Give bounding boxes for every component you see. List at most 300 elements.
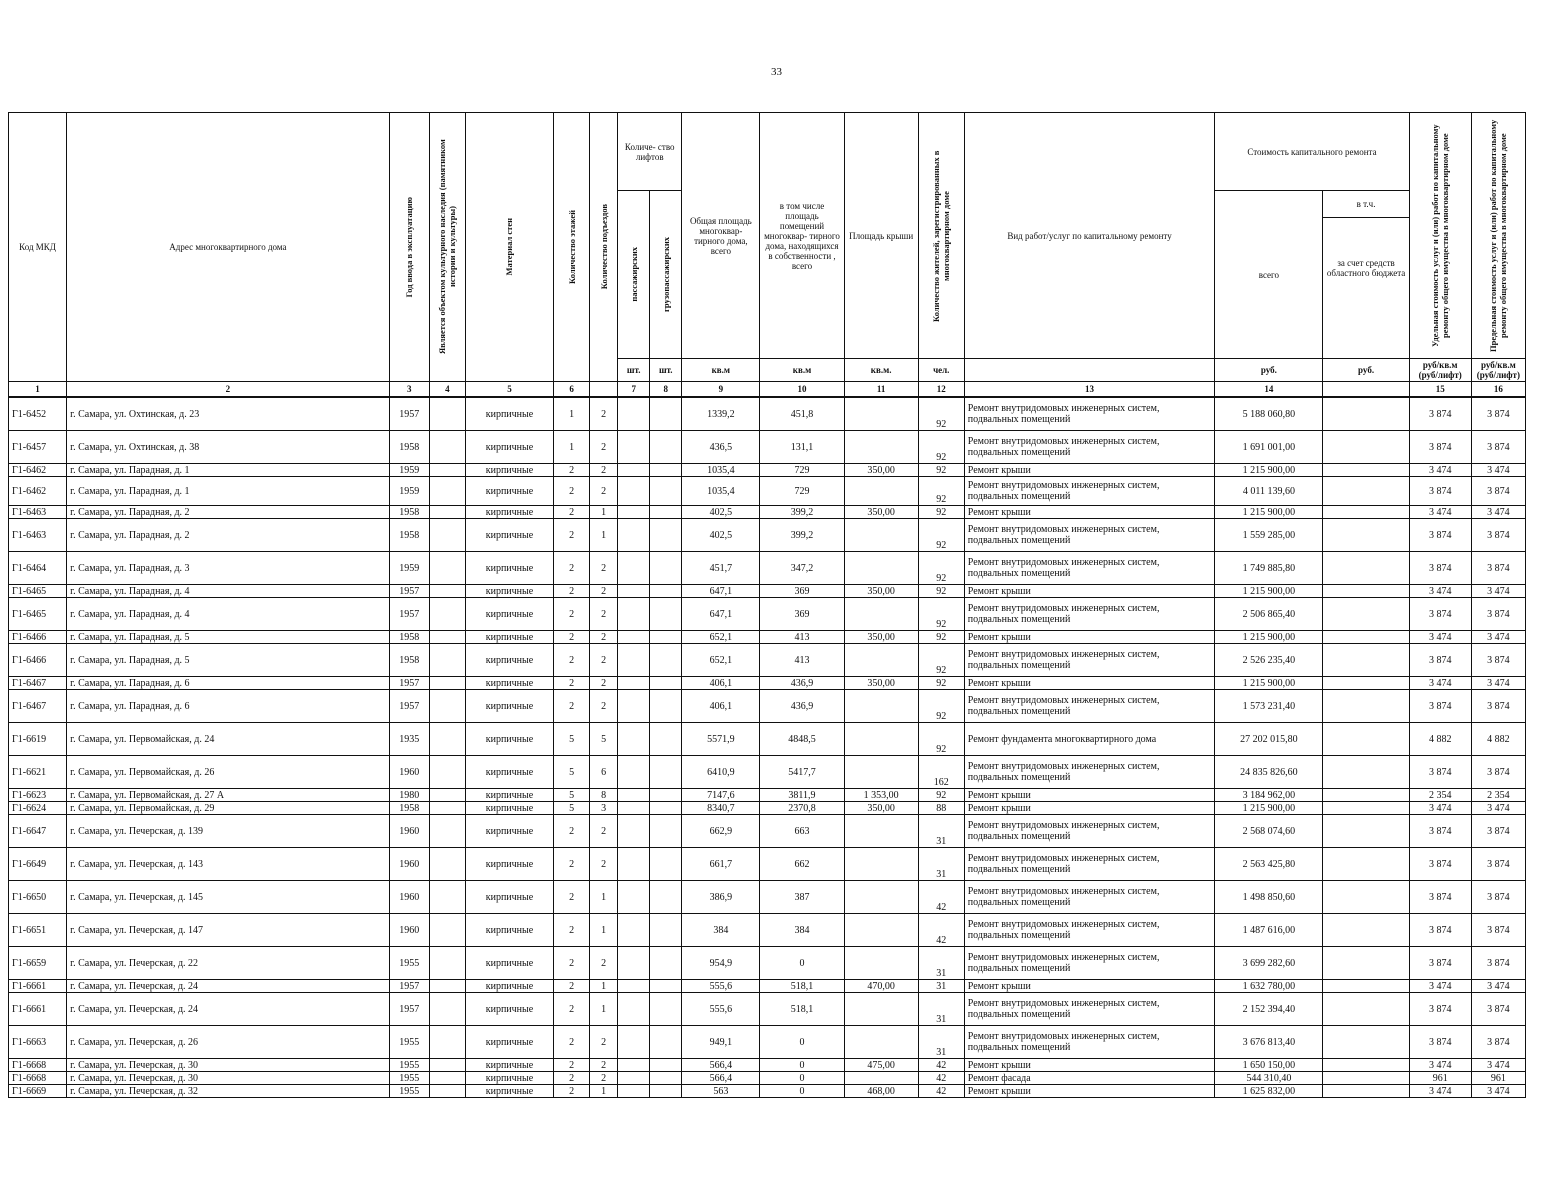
- cost-total-cell: 544 310,40: [1215, 1072, 1323, 1085]
- heritage-cell: [429, 815, 465, 848]
- table-row: [9, 1026, 1526, 1059]
- heritage-cell: [429, 802, 465, 815]
- col-number: 8: [650, 382, 682, 398]
- lifts-passenger-cell: [618, 1085, 650, 1098]
- heritage-cell: [429, 1072, 465, 1085]
- residents-cell: 92: [918, 397, 964, 431]
- unit-cost-cell: 3 874: [1409, 815, 1471, 848]
- year-cell: 1957: [389, 677, 429, 690]
- table-row: [9, 506, 1526, 519]
- lifts-passenger-cell: [618, 506, 650, 519]
- heritage-cell: [429, 881, 465, 914]
- address-cell: г. Самара, ул. Печерская, д. 24: [67, 980, 390, 993]
- limit-cost-cell: 3 474: [1471, 631, 1525, 644]
- floors-cell: 2: [554, 552, 590, 585]
- cost-regional-cell: [1323, 947, 1409, 980]
- table-row: [9, 914, 1526, 947]
- total-area-cell: 949,1: [682, 1026, 760, 1059]
- address-cell: г. Самара, ул. Печерская, д. 26: [67, 1026, 390, 1059]
- cost-total-cell: 24 835 826,60: [1215, 756, 1323, 789]
- year-cell: 1957: [389, 993, 429, 1026]
- floors-cell: 2: [554, 1085, 590, 1098]
- heritage-cell: [429, 644, 465, 677]
- lifts-passenger-cell: [618, 431, 650, 464]
- lifts-passenger-cell: [618, 397, 650, 431]
- cost-regional-cell: [1323, 1026, 1409, 1059]
- limit-cost-cell: 3 874: [1471, 552, 1525, 585]
- lifts-cargo-cell: [650, 789, 682, 802]
- heritage-cell: [429, 690, 465, 723]
- repair-register-table: [8, 112, 1526, 1098]
- address-cell: г. Самара, ул. Печерская, д. 30: [67, 1072, 390, 1085]
- unit-cost-cell: 3 474: [1409, 464, 1471, 477]
- entrances-cell: 2: [590, 1072, 618, 1085]
- heritage-cell: [429, 1026, 465, 1059]
- table-row: [9, 947, 1526, 980]
- owned-area-cell: 0: [760, 1059, 844, 1072]
- owned-area-cell: 4848,5: [760, 723, 844, 756]
- col-number: 11: [844, 382, 918, 398]
- roof-area-cell: [844, 519, 918, 552]
- table-row: [9, 644, 1526, 677]
- limit-cost-cell: 961: [1471, 1072, 1525, 1085]
- cost-total-cell: 27 202 015,80: [1215, 723, 1323, 756]
- wall-material-cell: кирпичные: [465, 756, 553, 789]
- work-type-cell: Ремонт крыши: [964, 677, 1214, 690]
- roof-area-cell: [844, 881, 918, 914]
- roof-area-cell: [844, 552, 918, 585]
- owned-area-cell: 3811,9: [760, 789, 844, 802]
- owned-area-cell: 663: [760, 815, 844, 848]
- total-area-cell: 1035,4: [682, 477, 760, 506]
- cost-regional-cell: [1323, 1072, 1409, 1085]
- wall-material-cell: кирпичные: [465, 1026, 553, 1059]
- total-area-cell: 661,7: [682, 848, 760, 881]
- total-area-cell: 563: [682, 1085, 760, 1098]
- limit-cost-cell: 3 474: [1471, 802, 1525, 815]
- col-number: 3: [389, 382, 429, 398]
- wall-material-cell: кирпичные: [465, 881, 553, 914]
- roof-area-cell: 350,00: [844, 677, 918, 690]
- year-cell: 1955: [389, 1026, 429, 1059]
- mkd-code-cell: Г1-6661: [9, 993, 67, 1026]
- table-row: [9, 756, 1526, 789]
- residents-cell: 31: [918, 1026, 964, 1059]
- lifts-cargo-cell: [650, 431, 682, 464]
- total-area-cell: 386,9: [682, 881, 760, 914]
- heritage-cell: [429, 598, 465, 631]
- col-number: 7: [618, 382, 650, 398]
- header-work-type: Вид работ/услуг по капитальному ремонту: [964, 113, 1214, 359]
- roof-area-cell: [844, 477, 918, 506]
- floors-cell: 5: [554, 789, 590, 802]
- lifts-cargo-cell: [650, 690, 682, 723]
- col-number: 9: [682, 382, 760, 398]
- table-row: [9, 848, 1526, 881]
- lifts-passenger-cell: [618, 1072, 650, 1085]
- work-type-cell: Ремонт внутридомовых инженерных систем, подвальных помещений: [964, 848, 1214, 881]
- total-area-cell: 436,5: [682, 431, 760, 464]
- heritage-cell: [429, 431, 465, 464]
- address-cell: г. Самара, ул. Первомайская, д. 26: [67, 756, 390, 789]
- cost-regional-cell: [1323, 506, 1409, 519]
- residents-cell: 42: [918, 1059, 964, 1072]
- lifts-passenger-cell: [618, 993, 650, 1026]
- work-type-cell: Ремонт внутридомовых инженерных систем, подвальных помещений: [964, 397, 1214, 431]
- wall-material-cell: кирпичные: [465, 397, 553, 431]
- roof-area-cell: [844, 690, 918, 723]
- table-row: [9, 802, 1526, 815]
- lifts-passenger-cell: [618, 585, 650, 598]
- limit-cost-cell: 3 874: [1471, 756, 1525, 789]
- heritage-cell: [429, 464, 465, 477]
- header-cost: Стоимость капитального ремонта: [1215, 113, 1409, 191]
- residents-cell: 92: [918, 552, 964, 585]
- address-cell: г. Самара, ул. Печерская, д. 32: [67, 1085, 390, 1098]
- year-cell: 1935: [389, 723, 429, 756]
- mkd-code-cell: Г1-6669: [9, 1085, 67, 1098]
- residents-cell: 31: [918, 848, 964, 881]
- col-number: 5: [465, 382, 553, 398]
- entrances-cell: 2: [590, 947, 618, 980]
- lifts-cargo-cell: [650, 848, 682, 881]
- lifts-cargo-cell: [650, 644, 682, 677]
- total-area-cell: 6410,9: [682, 756, 760, 789]
- lifts-cargo-cell: [650, 585, 682, 598]
- heritage-cell: [429, 756, 465, 789]
- cost-regional-cell: [1323, 789, 1409, 802]
- entrances-cell: 1: [590, 1085, 618, 1098]
- floors-cell: 2: [554, 631, 590, 644]
- owned-area-cell: 5417,7: [760, 756, 844, 789]
- total-area-cell: 566,4: [682, 1059, 760, 1072]
- cost-total-cell: 3 676 813,40: [1215, 1026, 1323, 1059]
- unit-cost-cell: 3 874: [1409, 431, 1471, 464]
- entrances-cell: 8: [590, 789, 618, 802]
- mkd-code-cell: Г1-6465: [9, 585, 67, 598]
- header-cost-total: всего: [1215, 191, 1323, 359]
- heritage-cell: [429, 677, 465, 690]
- year-cell: 1958: [389, 644, 429, 677]
- total-area-cell: 555,6: [682, 980, 760, 993]
- address-cell: г. Самара, ул. Парадная, д. 1: [67, 464, 390, 477]
- year-cell: 1960: [389, 881, 429, 914]
- total-area-cell: 652,1: [682, 631, 760, 644]
- col-number: 1: [9, 382, 67, 398]
- entrances-cell: 2: [590, 552, 618, 585]
- limit-cost-cell: 3 874: [1471, 431, 1525, 464]
- table-row: [9, 980, 1526, 993]
- entrances-cell: 2: [590, 690, 618, 723]
- unit-cost-cell: 3 474: [1409, 506, 1471, 519]
- cost-total-cell: 2 568 074,60: [1215, 815, 1323, 848]
- lifts-cargo-cell: [650, 815, 682, 848]
- wall-material-cell: кирпичные: [465, 431, 553, 464]
- year-cell: 1955: [389, 1085, 429, 1098]
- entrances-cell: 1: [590, 506, 618, 519]
- residents-cell: 42: [918, 914, 964, 947]
- residents-cell: 92: [918, 690, 964, 723]
- year-cell: 1958: [389, 519, 429, 552]
- residents-cell: 92: [918, 506, 964, 519]
- work-type-cell: Ремонт внутридомовых инженерных систем, подвальных помещений: [964, 993, 1214, 1026]
- header-cost-incl: в т.ч.: [1323, 191, 1408, 218]
- limit-cost-cell: 3 874: [1471, 477, 1525, 506]
- address-cell: г. Самара, ул. Охтинская, д. 38: [67, 431, 390, 464]
- wall-material-cell: кирпичные: [465, 1059, 553, 1072]
- heritage-cell: [429, 552, 465, 585]
- address-cell: г. Самара, ул. Парадная, д. 3: [67, 552, 390, 585]
- lifts-cargo-cell: [650, 598, 682, 631]
- cost-total-cell: 2 563 425,80: [1215, 848, 1323, 881]
- wall-material-cell: кирпичные: [465, 464, 553, 477]
- cost-regional-cell: [1323, 690, 1409, 723]
- col-number: 15: [1409, 382, 1471, 398]
- lifts-cargo-cell: [650, 723, 682, 756]
- cost-regional-cell: [1323, 464, 1409, 477]
- unit-cost-cell: 961: [1409, 1072, 1471, 1085]
- unit-cost-cell: 3 474: [1409, 1085, 1471, 1098]
- col-number: 2: [67, 382, 390, 398]
- cost-total-cell: 1 215 900,00: [1215, 585, 1323, 598]
- address-cell: г. Самара, ул. Охтинская, д. 23: [67, 397, 390, 431]
- owned-area-cell: 436,9: [760, 690, 844, 723]
- year-cell: 1960: [389, 756, 429, 789]
- lifts-cargo-cell: [650, 677, 682, 690]
- year-cell: 1957: [389, 980, 429, 993]
- limit-cost-cell: 3 874: [1471, 914, 1525, 947]
- table-row: [9, 789, 1526, 802]
- table-row: [9, 431, 1526, 464]
- work-type-cell: Ремонт внутридомовых инженерных систем, подвальных помещений: [964, 690, 1214, 723]
- address-cell: г. Самара, ул. Парадная, д. 4: [67, 598, 390, 631]
- mkd-code-cell: Г1-6467: [9, 677, 67, 690]
- entrances-cell: 1: [590, 519, 618, 552]
- residents-cell: 92: [918, 644, 964, 677]
- entrances-cell: 1: [590, 881, 618, 914]
- residents-cell: 42: [918, 881, 964, 914]
- lifts-passenger-cell: [618, 756, 650, 789]
- mkd-code-cell: Г1-6650: [9, 881, 67, 914]
- cost-total-cell: 1 215 900,00: [1215, 464, 1323, 477]
- col-number: 16: [1471, 382, 1525, 398]
- entrances-cell: 2: [590, 848, 618, 881]
- limit-cost-cell: 3 874: [1471, 397, 1525, 431]
- residents-cell: 31: [918, 947, 964, 980]
- work-type-cell: Ремонт крыши: [964, 464, 1214, 477]
- unit-cost-cell: 3 474: [1409, 631, 1471, 644]
- address-cell: г. Самара, ул. Печерская, д. 24: [67, 993, 390, 1026]
- lifts-cargo-cell: [650, 477, 682, 506]
- roof-area-cell: [844, 431, 918, 464]
- wall-material-cell: кирпичные: [465, 552, 553, 585]
- cost-total-cell: 1 573 231,40: [1215, 690, 1323, 723]
- unit-cost-cell: 3 874: [1409, 1026, 1471, 1059]
- work-type-cell: Ремонт крыши: [964, 506, 1214, 519]
- floors-cell: 2: [554, 914, 590, 947]
- unit-rub-sqm: руб/кв.м (руб/лифт): [1471, 359, 1525, 382]
- work-type-cell: Ремонт внутридомовых инженерных систем, подвальных помещений: [964, 644, 1214, 677]
- unit-pcs: шт.: [618, 359, 650, 382]
- owned-area-cell: 413: [760, 631, 844, 644]
- year-cell: 1957: [389, 690, 429, 723]
- wall-material-cell: кирпичные: [465, 690, 553, 723]
- heritage-cell: [429, 397, 465, 431]
- owned-area-cell: 399,2: [760, 506, 844, 519]
- mkd-code-cell: Г1-6623: [9, 789, 67, 802]
- year-cell: 1955: [389, 947, 429, 980]
- mkd-code-cell: Г1-6668: [9, 1072, 67, 1085]
- unit-cost-cell: 3 474: [1409, 802, 1471, 815]
- header-year: Год ввода в эксплуатацию: [404, 196, 415, 298]
- table-row: [9, 815, 1526, 848]
- heritage-cell: [429, 980, 465, 993]
- table-row: [9, 1085, 1526, 1098]
- header-total-area: Общая площадь многоквар- тирного дома, всего: [682, 113, 760, 359]
- cost-total-cell: 1 215 900,00: [1215, 677, 1323, 690]
- page-number: 33: [771, 66, 782, 78]
- lifts-cargo-cell: [650, 397, 682, 431]
- total-area-cell: 1339,2: [682, 397, 760, 431]
- entrances-cell: 5: [590, 723, 618, 756]
- residents-cell: 31: [918, 815, 964, 848]
- cost-total-cell: 3 184 962,00: [1215, 789, 1323, 802]
- wall-material-cell: кирпичные: [465, 947, 553, 980]
- year-cell: 1958: [389, 802, 429, 815]
- cost-total-cell: 1 215 900,00: [1215, 506, 1323, 519]
- lifts-passenger-cell: [618, 848, 650, 881]
- table-row: [9, 677, 1526, 690]
- cost-regional-cell: [1323, 644, 1409, 677]
- owned-area-cell: 347,2: [760, 552, 844, 585]
- table-body: [9, 397, 1526, 1098]
- entrances-cell: 1: [590, 914, 618, 947]
- year-cell: 1957: [389, 585, 429, 598]
- wall-material-cell: кирпичные: [465, 848, 553, 881]
- mkd-code-cell: Г1-6647: [9, 815, 67, 848]
- heritage-cell: [429, 947, 465, 980]
- cost-regional-cell: [1323, 848, 1409, 881]
- table-row: [9, 552, 1526, 585]
- header-lifts-cargo: грузопассажирских: [660, 237, 671, 312]
- mkd-code-cell: Г1-6464: [9, 552, 67, 585]
- header-floors: Количество этажей: [566, 210, 577, 284]
- entrances-cell: 2: [590, 677, 618, 690]
- wall-material-cell: кирпичные: [465, 723, 553, 756]
- mkd-code-cell: Г1-6621: [9, 756, 67, 789]
- cost-total-cell: 1 625 832,00: [1215, 1085, 1323, 1098]
- year-cell: 1958: [389, 631, 429, 644]
- wall-material-cell: кирпичные: [465, 519, 553, 552]
- total-area-cell: 647,1: [682, 598, 760, 631]
- unit-cost-cell: 3 474: [1409, 980, 1471, 993]
- owned-area-cell: 369: [760, 598, 844, 631]
- address-cell: г. Самара, ул. Печерская, д. 30: [67, 1059, 390, 1072]
- heritage-cell: [429, 1085, 465, 1098]
- owned-area-cell: 436,9: [760, 677, 844, 690]
- entrances-cell: 2: [590, 631, 618, 644]
- owned-area-cell: 0: [760, 947, 844, 980]
- floors-cell: 2: [554, 598, 590, 631]
- table-row: [9, 631, 1526, 644]
- lifts-passenger-cell: [618, 1059, 650, 1072]
- lifts-passenger-cell: [618, 1026, 650, 1059]
- roof-area-cell: [844, 756, 918, 789]
- residents-cell: 42: [918, 1085, 964, 1098]
- heritage-cell: [429, 631, 465, 644]
- work-type-cell: Ремонт крыши: [964, 802, 1214, 815]
- work-type-cell: Ремонт внутридомовых инженерных систем, подвальных помещений: [964, 598, 1214, 631]
- work-type-cell: Ремонт внутридомовых инженерных систем, подвальных помещений: [964, 756, 1214, 789]
- address-cell: г. Самара, ул. Печерская, д. 143: [67, 848, 390, 881]
- table-row: [9, 519, 1526, 552]
- cost-total-cell: 1 650 150,00: [1215, 1059, 1323, 1072]
- header-address: Адрес многоквартирного дома: [67, 113, 390, 382]
- wall-material-cell: кирпичные: [465, 993, 553, 1026]
- roof-area-cell: [844, 993, 918, 1026]
- work-type-cell: Ремонт крыши: [964, 980, 1214, 993]
- residents-cell: 31: [918, 993, 964, 1026]
- lifts-cargo-cell: [650, 519, 682, 552]
- owned-area-cell: 131,1: [760, 431, 844, 464]
- unit-cost-cell: 3 474: [1409, 677, 1471, 690]
- limit-cost-cell: 2 354: [1471, 789, 1525, 802]
- floors-cell: 2: [554, 815, 590, 848]
- work-type-cell: Ремонт фасада: [964, 1072, 1214, 1085]
- total-area-cell: 1035,4: [682, 464, 760, 477]
- address-cell: г. Самара, ул. Парадная, д. 6: [67, 677, 390, 690]
- cost-regional-cell: [1323, 585, 1409, 598]
- address-cell: г. Самара, ул. Печерская, д. 145: [67, 881, 390, 914]
- table-row: [9, 1072, 1526, 1085]
- floors-cell: 2: [554, 519, 590, 552]
- heritage-cell: [429, 723, 465, 756]
- residents-cell: 162: [918, 756, 964, 789]
- floors-cell: 2: [554, 993, 590, 1026]
- residents-cell: 92: [918, 585, 964, 598]
- lifts-cargo-cell: [650, 993, 682, 1026]
- residents-cell: 92: [918, 464, 964, 477]
- year-cell: 1959: [389, 464, 429, 477]
- wall-material-cell: кирпичные: [465, 506, 553, 519]
- work-type-cell: Ремонт внутридомовых инженерных систем, подвальных помещений: [964, 815, 1214, 848]
- cost-total-cell: 1 632 780,00: [1215, 980, 1323, 993]
- wall-material-cell: кирпичные: [465, 631, 553, 644]
- lifts-cargo-cell: [650, 506, 682, 519]
- unit-rub-sqm: руб/кв.м (руб/лифт): [1409, 359, 1471, 382]
- lifts-cargo-cell: [650, 1026, 682, 1059]
- table-row: [9, 690, 1526, 723]
- cost-regional-cell: [1323, 980, 1409, 993]
- work-type-cell: Ремонт крыши: [964, 1085, 1214, 1098]
- col-number: 4: [429, 382, 465, 398]
- work-type-cell: Ремонт внутридомовых инженерных систем, подвальных помещений: [964, 1026, 1214, 1059]
- table-row: [9, 598, 1526, 631]
- mkd-code-cell: Г1-6661: [9, 980, 67, 993]
- unit-sqm: кв.м.: [844, 359, 918, 382]
- unit-cost-cell: 3 874: [1409, 690, 1471, 723]
- wall-material-cell: кирпичные: [465, 789, 553, 802]
- roof-area-cell: 1 353,00: [844, 789, 918, 802]
- total-area-cell: 402,5: [682, 506, 760, 519]
- unit-cost-cell: 2 354: [1409, 789, 1471, 802]
- header-unit-cost: Удельная стоимость услуг и (или) работ по капитальному ремонту общего имущества в многоквартирном доме: [1430, 124, 1451, 347]
- entrances-cell: 2: [590, 1026, 618, 1059]
- year-cell: 1955: [389, 1072, 429, 1085]
- owned-area-cell: 369: [760, 585, 844, 598]
- table-row: [9, 723, 1526, 756]
- wall-material-cell: кирпичные: [465, 598, 553, 631]
